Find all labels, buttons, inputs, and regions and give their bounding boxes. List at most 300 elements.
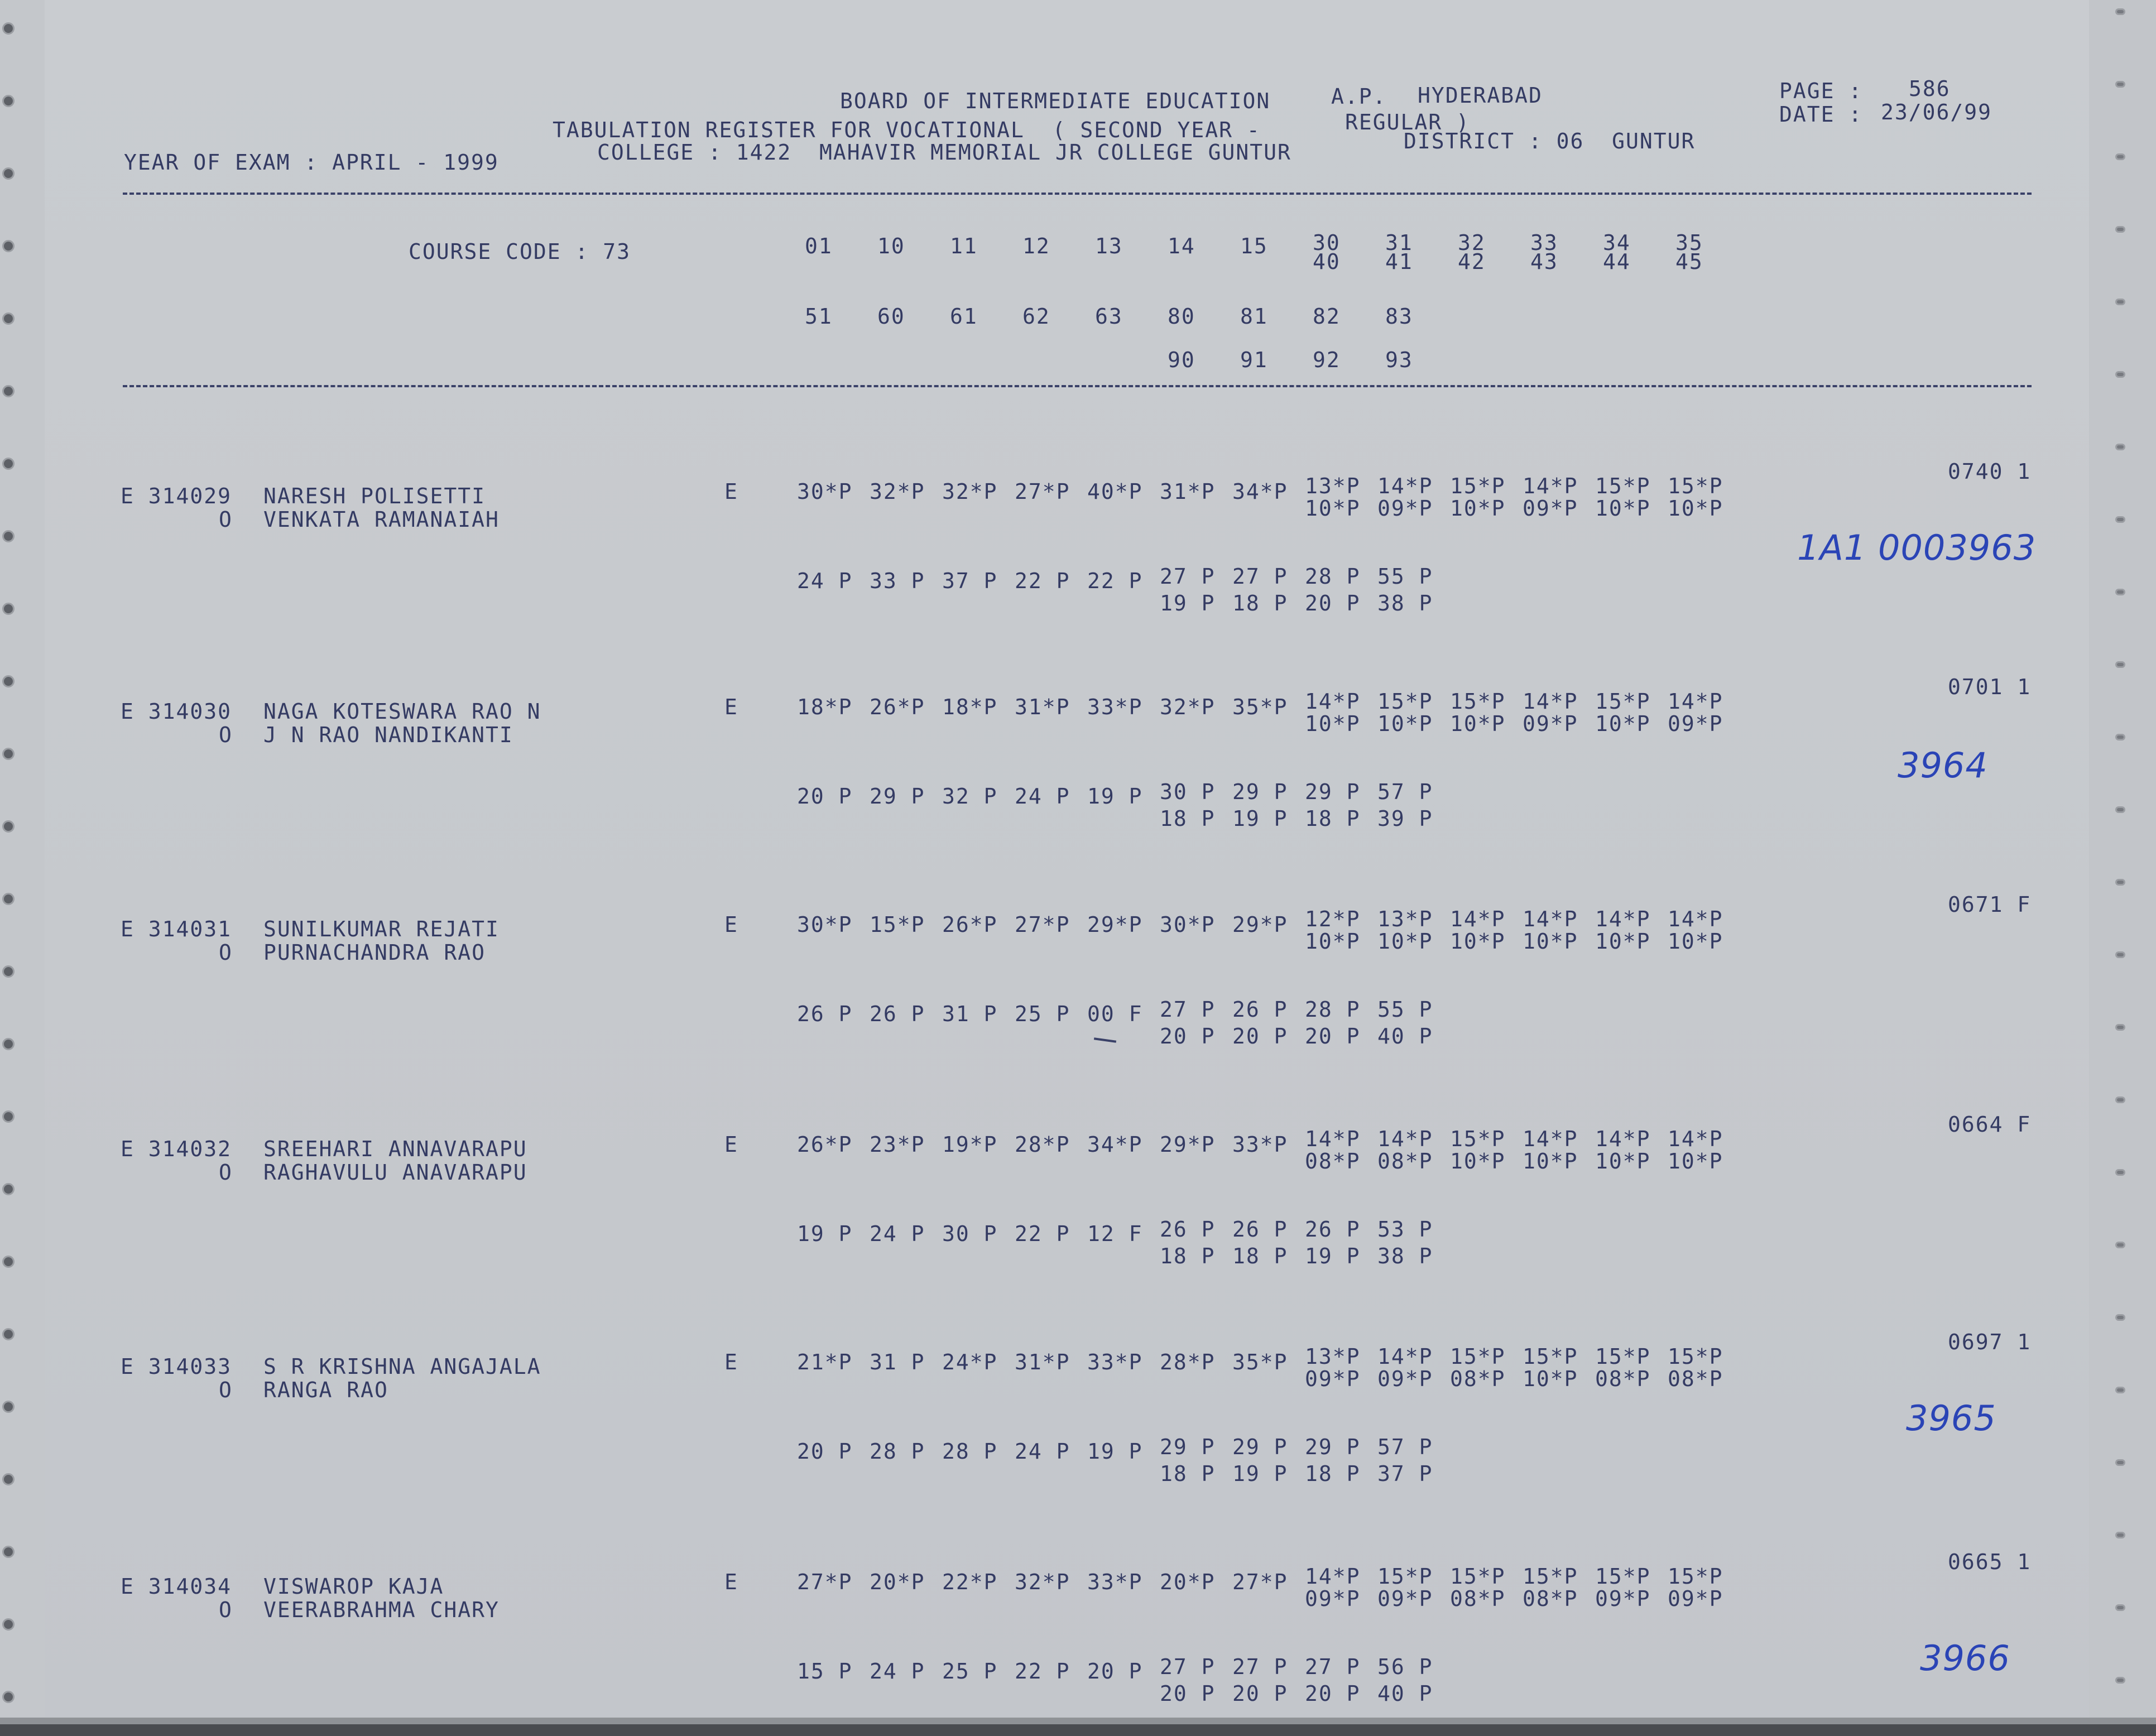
father-name: RAGHAVULU ANAVARAPU (263, 1160, 527, 1185)
tractor-hole (2, 1038, 15, 1050)
mark-cell: 14*P (1595, 907, 1651, 931)
total-result: 0664 F (1948, 1112, 2032, 1137)
student-roll-number: E 314032 (121, 1137, 232, 1161)
course-code-label: COURSE CODE : 73 (409, 239, 631, 264)
page-label: PAGE : (1779, 79, 1863, 103)
mark-cell: 20 P (1232, 1024, 1288, 1049)
mark-cell: 15*P (1450, 1564, 1506, 1589)
tractor-hole (2, 385, 15, 397)
mark-cell: 14*P (1305, 1564, 1361, 1589)
medium-code: E (724, 1570, 738, 1594)
mark-cell: 24 P (1015, 784, 1070, 809)
handwritten-serial: 3965 (1906, 1398, 1996, 1439)
mark-cell: 30 P (1160, 780, 1216, 804)
tractor-hole (2115, 589, 2125, 595)
mark-cell: 37 P (942, 569, 998, 593)
total-result: 0697 1 (1948, 1330, 2032, 1354)
mark-cell: 32*P (942, 479, 998, 504)
mark-cell: 19 P (1232, 806, 1288, 831)
mark-cell: 28 P (1305, 564, 1361, 589)
mark-cell: 28 P (1305, 997, 1361, 1022)
mark-cell: 24 P (797, 569, 853, 593)
mark-cell: 24 P (870, 1222, 925, 1246)
mark-cell: 34*P (1232, 479, 1288, 504)
mark-cell: 14*P (1523, 689, 1578, 714)
mark-cell: 20 P (1087, 1659, 1143, 1684)
mark-cell: 20 P (1305, 1681, 1361, 1706)
course-code: 35 (1675, 230, 1703, 255)
mark-cell: 18 P (1160, 1244, 1216, 1268)
mark-cell: 08*P (1450, 1586, 1506, 1611)
mark-cell: 20 P (797, 1439, 853, 1464)
tractor-hole (2115, 299, 2125, 305)
course-code: 11 (950, 234, 978, 258)
mark-cell: 10*P (1523, 929, 1578, 954)
course-code: 82 (1313, 304, 1341, 329)
mark-cell: 26 P (1305, 1217, 1361, 1242)
student-name: SUNILKUMAR REJATI (263, 917, 500, 941)
tractor-hole (2115, 1532, 2125, 1538)
tractor-hole (2, 95, 15, 107)
tractor-hole (2, 530, 15, 542)
mark-cell: 26*P (797, 1132, 853, 1157)
mark-cell: 09*P (1305, 1367, 1361, 1391)
mark-cell: 14*P (1668, 689, 1723, 714)
father-name: RANGA RAO (263, 1378, 388, 1402)
mark-cell: 14*P (1523, 474, 1578, 498)
tractor-hole (2115, 371, 2125, 378)
mark-cell: 31 P (870, 1350, 925, 1374)
mark-cell: 13*P (1305, 474, 1361, 498)
mark-cell: 13*P (1377, 907, 1433, 931)
mark-cell: 32*P (1015, 1570, 1070, 1594)
mark-cell: 57 P (1377, 1435, 1433, 1459)
mark-cell: 32*P (1160, 695, 1216, 719)
course-code: 12 (1022, 234, 1050, 258)
mark-cell: 29 P (870, 784, 925, 809)
mark-cell: 12*P (1305, 907, 1361, 931)
total-result: 0740 1 (1948, 459, 2032, 484)
mark-cell: 20 P (1232, 1681, 1288, 1706)
mark-cell: 29 P (1160, 1435, 1216, 1459)
mark-cell: 27*P (1015, 479, 1070, 504)
course-code: 40 (1313, 249, 1341, 274)
mark-cell: 10*P (1523, 1149, 1578, 1174)
mark-cell: 38 P (1377, 591, 1433, 615)
mark-cell: 10*P (1595, 1149, 1651, 1174)
mark-cell: 33*P (1087, 1570, 1143, 1594)
course-code: 62 (1022, 304, 1050, 329)
course-code: 60 (877, 304, 905, 329)
mark-cell: 15*P (1523, 1344, 1578, 1369)
father-prefix: O (219, 1598, 233, 1622)
mark-cell: 25 P (942, 1659, 998, 1684)
mark-cell: 10*P (1595, 496, 1651, 521)
course-code: 51 (805, 304, 833, 329)
page-bottom-band (0, 1718, 2156, 1724)
tractor-hole (2, 167, 15, 180)
mark-cell: 15*P (1450, 1127, 1506, 1151)
mark-cell: 38 P (1377, 1244, 1433, 1268)
tractor-hole (2, 1110, 15, 1123)
mark-cell: 20*P (870, 1570, 925, 1594)
mark-cell: 09*P (1595, 1586, 1651, 1611)
course-code: 15 (1240, 234, 1268, 258)
tractor-hole (2, 893, 15, 905)
mark-cell: 00 F (1087, 1002, 1143, 1026)
course-code: 42 (1458, 249, 1486, 274)
mark-cell: 20 P (797, 784, 853, 809)
medium-code: E (724, 1132, 738, 1157)
mark-cell: 14*P (1523, 1127, 1578, 1151)
mark-cell: 20 P (1305, 591, 1361, 615)
mark-cell: 23*P (870, 1132, 925, 1157)
student-name: S R KRISHNA ANGAJALA (263, 1354, 541, 1379)
course-code: 31 (1385, 230, 1413, 255)
course-code: 41 (1385, 249, 1413, 274)
course-code: 32 (1458, 230, 1486, 255)
mark-cell: 22*P (942, 1570, 998, 1594)
course-code: 44 (1603, 249, 1631, 274)
father-name: VENKATA RAMANAIAH (263, 507, 500, 532)
mark-cell: 09*P (1668, 711, 1723, 736)
mark-cell: 30*P (797, 912, 853, 937)
mark-cell: 14*P (1305, 689, 1361, 714)
mark-cell: 18*P (942, 695, 998, 719)
mark-cell: 09*P (1523, 711, 1578, 736)
mark-cell: 35*P (1232, 695, 1288, 719)
mark-cell: 09*P (1523, 496, 1578, 521)
tractor-hole (2115, 1459, 2125, 1466)
total-result: 0665 1 (1948, 1550, 2032, 1574)
mark-cell: 15*P (870, 912, 925, 937)
mark-cell: 26 P (870, 1002, 925, 1026)
mark-cell: 15*P (1377, 1564, 1433, 1589)
mark-cell: 27 P (1232, 1655, 1288, 1679)
student-name: VISWAROP KAJA (263, 1574, 444, 1599)
state-label: A.P. (1331, 84, 1387, 109)
course-code: 10 (877, 234, 905, 258)
tractor-hole (2, 1473, 15, 1485)
mark-cell: 15*P (1450, 474, 1506, 498)
mark-cell: 10*P (1523, 1367, 1578, 1391)
course-code: 83 (1385, 304, 1413, 329)
mark-cell: 30*P (1160, 912, 1216, 937)
tractor-hole (2, 1256, 15, 1268)
date-label: DATE : (1779, 102, 1863, 127)
mark-cell: 53 P (1377, 1217, 1433, 1242)
mark-cell: 40 P (1377, 1681, 1433, 1706)
mark-cell: 19 P (1087, 784, 1143, 809)
course-divider (123, 385, 2032, 387)
mark-cell: 26 P (1232, 1217, 1288, 1242)
mark-cell: 18 P (1305, 1461, 1361, 1486)
mark-cell: 15*P (1595, 1344, 1651, 1369)
mark-cell: 31*P (1015, 1350, 1070, 1374)
header-divider (123, 193, 2032, 195)
regular-label: REGULAR ) (1345, 110, 1470, 134)
mark-cell: 18 P (1232, 1244, 1288, 1268)
mark-cell: 20 P (1160, 1024, 1216, 1049)
mark-cell: 10*P (1595, 711, 1651, 736)
mark-cell: 28*P (1015, 1132, 1070, 1157)
course-code: 34 (1603, 230, 1631, 255)
student-name: SREEHARI ANNAVARAPU (263, 1137, 527, 1161)
mark-cell: 29*P (1232, 912, 1288, 937)
mark-cell: 22 P (1015, 569, 1070, 593)
tractor-hole (2, 312, 15, 325)
mark-cell: 35*P (1232, 1350, 1288, 1374)
course-code: 01 (805, 234, 833, 258)
mark-cell: 09*P (1377, 1586, 1433, 1611)
tractor-hole (2, 603, 15, 615)
mark-cell: 29*P (1160, 1132, 1216, 1157)
mark-cell: 08*P (1377, 1149, 1433, 1174)
page-bottom-edge (0, 1724, 2156, 1736)
mark-cell: 33*P (1087, 695, 1143, 719)
mark-cell: 14*P (1595, 1127, 1651, 1151)
mark-cell: 15 P (797, 1659, 853, 1684)
tractor-hole (2115, 81, 2125, 88)
course-code: 63 (1095, 304, 1123, 329)
mark-cell: 14*P (1668, 907, 1723, 931)
medium-code: E (724, 912, 738, 937)
mark-cell: 10*P (1305, 711, 1361, 736)
father-prefix: O (219, 1378, 233, 1402)
student-roll-number: E 314029 (121, 484, 232, 508)
mark-cell: 14*P (1450, 907, 1506, 931)
mark-cell: 13*P (1305, 1344, 1361, 1369)
mark-cell: 32 P (942, 784, 998, 809)
mark-cell: 55 P (1377, 564, 1433, 589)
mark-cell: 08*P (1523, 1586, 1578, 1611)
father-name: J N RAO NANDIKANTI (263, 723, 513, 747)
mark-cell: 19 P (797, 1222, 853, 1246)
mark-cell: 15*P (1595, 474, 1651, 498)
mark-cell: 14*P (1377, 1344, 1433, 1369)
mark-cell: 15*P (1450, 689, 1506, 714)
tractor-hole (2115, 226, 2125, 233)
mark-cell: 10*P (1450, 1149, 1506, 1174)
tractor-hole (2115, 1242, 2125, 1248)
mark-cell: 19 P (1232, 1461, 1288, 1486)
mark-cell: 31 P (942, 1002, 998, 1026)
mark-cell: 19*P (942, 1132, 998, 1157)
mark-cell: 31*P (1160, 479, 1216, 504)
mark-cell: 08*P (1305, 1149, 1361, 1174)
course-code: 61 (950, 304, 978, 329)
medium-code: E (724, 695, 738, 719)
course-code: 33 (1530, 230, 1558, 255)
student-roll-number: E 314031 (121, 917, 232, 941)
mark-cell: 10*P (1377, 929, 1433, 954)
tractor-hole (2115, 1169, 2125, 1176)
mark-cell: 29*P (1087, 912, 1143, 937)
mark-cell: 30 P (942, 1222, 998, 1246)
mark-cell: 09*P (1668, 1586, 1723, 1611)
mark-cell: 28 P (942, 1439, 998, 1464)
year-of-exam: YEAR OF EXAM : APRIL - 1999 (124, 150, 499, 175)
mark-cell: 14*P (1305, 1127, 1361, 1151)
tractor-hole (2115, 444, 2125, 450)
mark-cell: 55 P (1377, 997, 1433, 1022)
father-name: VEERABRAHMA CHARY (263, 1598, 500, 1622)
tractor-hole (2, 1691, 15, 1703)
date-value: 23/06/99 (1881, 100, 1992, 124)
mark-cell: 33*P (1087, 1350, 1143, 1374)
mark-cell: 26 P (797, 1002, 853, 1026)
mark-cell: 19 P (1305, 1244, 1361, 1268)
tractor-hole (2115, 1097, 2125, 1103)
student-name: NAGA KOTESWARA RAO N (263, 699, 541, 724)
mark-cell: 39 P (1377, 806, 1433, 831)
district-label: DISTRICT : 06 GUNTUR (1404, 129, 1696, 153)
tractor-hole (2115, 1387, 2125, 1393)
mark-cell: 28 P (870, 1439, 925, 1464)
mark-cell: 26*P (942, 912, 998, 937)
mark-cell: 15*P (1668, 1344, 1723, 1369)
tractor-hole (2, 1401, 15, 1413)
father-prefix: O (219, 723, 233, 747)
mark-cell: 56 P (1377, 1655, 1433, 1679)
mark-cell: 08*P (1450, 1367, 1506, 1391)
tractor-hole (2, 458, 15, 470)
mark-cell: 09*P (1305, 1586, 1361, 1611)
mark-cell: 32*P (870, 479, 925, 504)
mark-cell: 18 P (1160, 806, 1216, 831)
tractor-hole (2115, 734, 2125, 740)
total-result: 0701 1 (1948, 675, 2032, 699)
mark-cell: 22 P (1015, 1659, 1070, 1684)
tractor-hole (2115, 879, 2125, 886)
handwritten-serial: 3966 (1920, 1638, 2010, 1679)
mark-cell: 14*P (1377, 474, 1433, 498)
handwritten-serial: 3964 (1898, 745, 1988, 786)
tractor-hole (2, 820, 15, 833)
tractor-hole (2, 22, 15, 35)
tractor-hole (2115, 661, 2125, 668)
mark-cell: 09*P (1377, 496, 1433, 521)
mark-cell: 24 P (870, 1659, 925, 1684)
mark-cell: 09*P (1377, 1367, 1433, 1391)
mark-cell: 15*P (1668, 1564, 1723, 1589)
mark-cell: 34*P (1087, 1132, 1143, 1157)
mark-cell: 24*P (942, 1350, 998, 1374)
mark-cell: 29 P (1232, 780, 1288, 804)
mark-cell: 27 P (1232, 564, 1288, 589)
right-tractor-strip (2089, 0, 2156, 1736)
tractor-hole (2115, 951, 2125, 958)
mark-cell: 14*P (1377, 1127, 1433, 1151)
course-code: 45 (1675, 249, 1703, 274)
mark-cell: 27 P (1160, 1655, 1216, 1679)
course-code: 43 (1530, 249, 1558, 274)
page-number: 586 (1909, 76, 1951, 101)
mark-cell: 14*P (1668, 1127, 1723, 1151)
mark-cell: 15*P (1523, 1564, 1578, 1589)
course-code: 81 (1240, 304, 1268, 329)
tractor-hole (2, 240, 15, 252)
mark-cell: 22 P (1015, 1222, 1070, 1246)
mark-cell: 10*P (1668, 929, 1723, 954)
course-code: 91 (1240, 348, 1268, 372)
mark-cell: 40 P (1377, 1024, 1433, 1049)
mark-cell: 30*P (797, 479, 853, 504)
tractor-hole (2115, 153, 2125, 160)
mark-cell: 40*P (1087, 479, 1143, 504)
medium-code: E (724, 479, 738, 504)
tractor-hole (2115, 806, 2125, 813)
mark-cell: 26*P (870, 695, 925, 719)
mark-cell: 27*P (1232, 1570, 1288, 1594)
mark-cell: 33*P (1232, 1132, 1288, 1157)
mark-cell: 15*P (1450, 1344, 1506, 1369)
mark-cell: 15*P (1595, 1564, 1651, 1589)
tractor-hole (2115, 1314, 2125, 1321)
mark-cell: 10*P (1377, 711, 1433, 736)
mark-cell: 27*P (797, 1570, 853, 1594)
mark-cell: 14*P (1523, 907, 1578, 931)
mark-cell: 27 P (1160, 997, 1216, 1022)
mark-cell: 31*P (1015, 695, 1070, 719)
college-label: COLLEGE : 1422 MAHAVIR MEMORIAL JR COLLEGE GUNTUR (597, 140, 1291, 165)
father-prefix: O (219, 940, 233, 965)
board-title: BOARD OF INTERMEDIATE EDUCATION (840, 89, 1271, 113)
mark-cell: 26 P (1160, 1217, 1216, 1242)
father-prefix: O (219, 507, 233, 532)
mark-cell: 10*P (1668, 1149, 1723, 1174)
father-prefix: O (219, 1160, 233, 1185)
mark-cell: 18 P (1305, 806, 1361, 831)
mark-cell: 22 P (1087, 569, 1143, 593)
tractor-hole (2, 675, 15, 687)
mark-cell: 08*P (1668, 1367, 1723, 1391)
handwritten-tick (1094, 1037, 1116, 1043)
mark-cell: 10*P (1305, 929, 1361, 954)
mark-cell: 10*P (1450, 496, 1506, 521)
medium-code: E (724, 1350, 738, 1374)
mark-cell: 26 P (1232, 997, 1288, 1022)
mark-cell: 15*P (1595, 689, 1651, 714)
tractor-hole (2115, 1677, 2125, 1684)
course-code: 90 (1168, 348, 1195, 372)
mark-cell: 25 P (1015, 1002, 1070, 1026)
mark-cell: 10*P (1668, 496, 1723, 521)
mark-cell: 20 P (1160, 1681, 1216, 1706)
mark-cell: 15*P (1377, 689, 1433, 714)
mark-cell: 57 P (1377, 780, 1433, 804)
mark-cell: 37 P (1377, 1461, 1433, 1486)
mark-cell: 27*P (1015, 912, 1070, 937)
handwritten-serial: 1A1 0003963 (1797, 527, 2037, 568)
tractor-hole (2115, 516, 2125, 523)
tractor-hole (2115, 1024, 2125, 1031)
mark-cell: 27 P (1160, 564, 1216, 589)
tractor-hole (2115, 8, 2125, 15)
student-name: NARESH POLISETTI (263, 484, 486, 508)
total-result: 0671 F (1948, 892, 2032, 917)
city-label: HYDERABAD (1418, 83, 1543, 108)
mark-cell: 29 P (1305, 780, 1361, 804)
student-roll-number: E 314034 (121, 1574, 232, 1599)
mark-cell: 10*P (1595, 929, 1651, 954)
student-roll-number: E 314033 (121, 1354, 232, 1379)
mark-cell: 18 P (1160, 1461, 1216, 1486)
mark-cell: 08*P (1595, 1367, 1651, 1391)
mark-cell: 18 P (1232, 591, 1288, 615)
mark-cell: 29 P (1232, 1435, 1288, 1459)
tractor-hole (2, 965, 15, 978)
